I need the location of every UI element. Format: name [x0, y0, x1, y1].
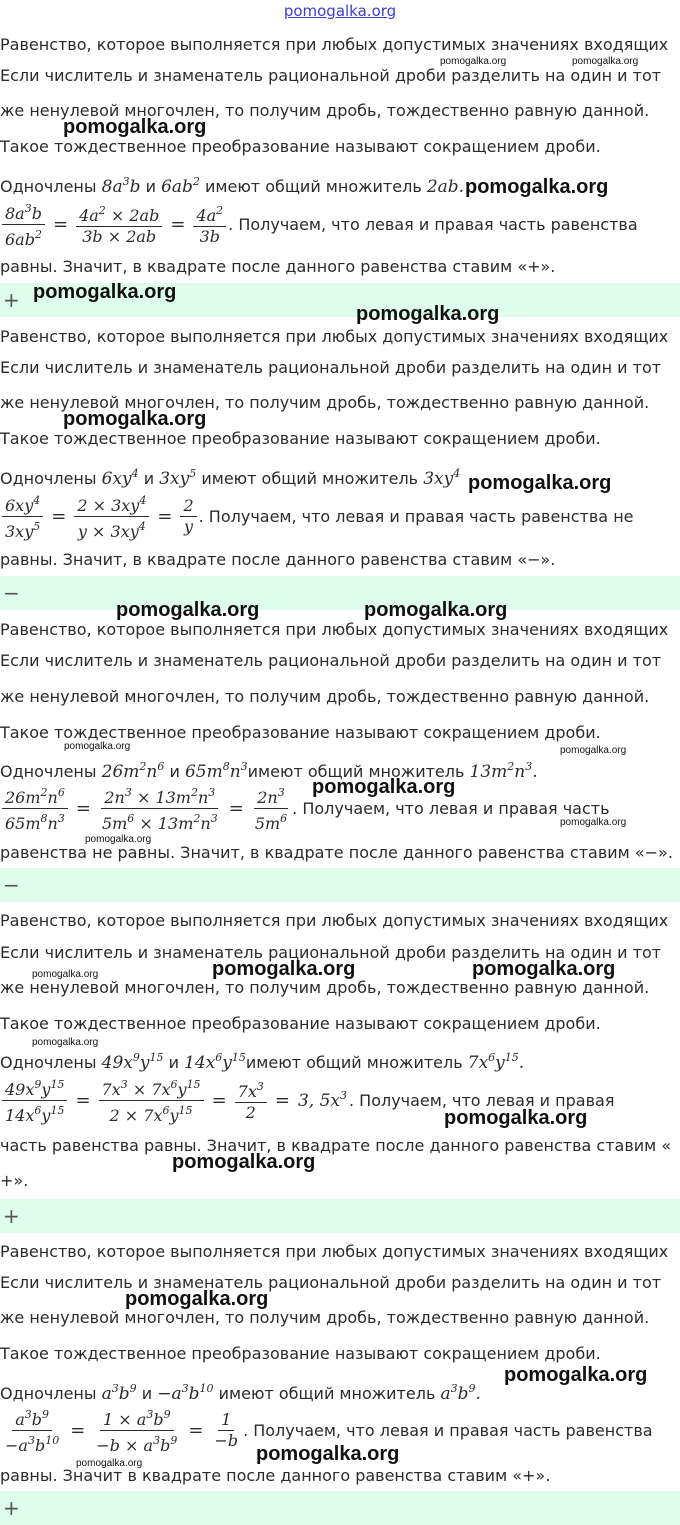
- definition-line-2: Если числитель и знаменатель рациональной дроби разделить на один и тот: [0, 651, 662, 670]
- equation-line: $\frac{49x^9y^{15}}{14x^6y^{15}}$ = $\frac{7x^3 \times 7x^6y^{15}}{2 \times 7x^6y^{15}}$ = $\frac{7x^3}{2}$ = 3, $5x^3$ . Получаем, что левая и правая: [2, 1076, 614, 1124]
- answer-box: +: [0, 1199, 680, 1233]
- monomials-line: Одночлены $8a^3b$ и $6ab^2$ имеют общий множитель 2ab.: [0, 175, 465, 197]
- watermark: pomogalka.org: [504, 1364, 648, 1386]
- fraction: $\frac{2 \times 3xy^4}{y \times 3xy^4}$: [74, 491, 149, 542]
- conclusion-line: равны. Значит в квадрате после данного равенства ставим «+».: [0, 1466, 551, 1485]
- definition-line-3: же ненулевой многочлен, то получим дробь, тождественно равную данной.: [0, 687, 650, 706]
- watermark: pomogalka.org: [32, 969, 99, 980]
- conclusion-line: часть равенства равны. Значит, в квадрате после данного равенства ставим «: [0, 1136, 672, 1155]
- watermark: pomogalka.org: [85, 834, 152, 845]
- watermark: pomogalka.org: [64, 741, 131, 752]
- conclusion-line: равенства не равны. Значит, в квадрате после данного равенства ставим «−».: [0, 843, 673, 862]
- monomials-line: Одночлены $26m^2n^6$ и $65m^8n^3имеют$ общий множитель $13m^2n^3$.: [0, 760, 538, 782]
- answer-box: −: [0, 576, 680, 610]
- watermark: pomogalka.org: [63, 116, 207, 138]
- definition-line-1: Равенство, которое выполняется при любых допустимых значениях входящих: [0, 35, 669, 54]
- definition-line-1: Равенство, которое выполняется при любых допустимых значениях входящих: [0, 327, 669, 346]
- fraction: $\frac{4a^2 \times 2ab}{3b \times 2ab}$: [76, 201, 162, 247]
- answer-box: −: [0, 868, 680, 902]
- site-header-link[interactable]: pomogalka.org: [283, 2, 397, 20]
- watermark: pomogalka.org: [76, 1458, 143, 1469]
- fraction: $\frac{4a^2}{3b}$: [193, 201, 226, 247]
- watermark: pomogalka.org: [63, 408, 207, 430]
- definition-line-4: Такое тождественное преобразование называют сокращением дроби.: [0, 429, 601, 448]
- equation-line: $\frac{8a^3b}{6ab^2}$ = $\frac{4a^2 \times 2ab}{3b \times 2ab}$ = $\frac{4a^2}{3b}$ . Получаем, что левая и правая часть равенства: [2, 200, 638, 248]
- definition-line-1: Равенство, которое выполняется при любых допустимых значениях входящих: [0, 1242, 669, 1261]
- fraction: $\frac{a^3b^9}{-a^3b^{10}}$: [2, 1405, 62, 1456]
- fraction: $\frac{49x^9y^{15}}{14x^6y^{15}}$: [2, 1075, 67, 1126]
- fraction: $\frac{2n^3 \times 13m^2n^3}{5m^6 \times 13m^2n^3}$: [99, 783, 221, 834]
- watermark: pomogalka.org: [468, 472, 612, 494]
- fraction: $\frac{2}{y}$: [180, 496, 196, 537]
- definition-line-2: Если числитель и знаменатель рациональной дроби разделить на один и тот: [0, 1273, 662, 1292]
- definition-line-3: же ненулевой многочлен, то получим дробь, тождественно равную данной.: [0, 101, 650, 120]
- definition-line-3: же ненулевой многочлен, то получим дробь, тождественно равную данной.: [0, 1308, 650, 1327]
- definition-line-3: же ненулевой многочлен, то получим дробь, тождественно равную данной.: [0, 978, 650, 997]
- conclusion-line: равны. Значит, в квадрате после данного равенства ставим «+».: [0, 257, 556, 276]
- watermark: pomogalka.org: [364, 599, 508, 621]
- conclusion-line: равны. Значит, в квадрате после данного равенства ставим «−».: [0, 550, 556, 569]
- equation-line: $\frac{26m^2n^6}{65m^8n^3}$ = $\frac{2n^3 \times 13m^2n^3}{5m^6 \times 13m^2n^3}$ = $\frac{2n^3}{5m^6}$ . Получаем, что левая и правая часть: [2, 784, 610, 832]
- watermark: pomogalka.org: [256, 1443, 400, 1465]
- definition-line-4: Такое тождественное преобразование называют сокращением дроби.: [0, 137, 601, 156]
- definition-line-1: Равенство, которое выполняется при любых допустимых значениях входящих: [0, 911, 669, 930]
- watermark: pomogalka.org: [125, 1288, 269, 1310]
- watermark: pomogalka.org: [465, 176, 609, 198]
- definition-line-4: Такое тождественное преобразование называют сокращением дроби.: [0, 1014, 601, 1033]
- fraction: $\frac{7x^3}{2}$: [235, 1077, 267, 1123]
- watermark: pomogalka.org: [472, 958, 616, 980]
- watermark: pomogalka.org: [212, 958, 356, 980]
- watermark: pomogalka.org: [560, 817, 627, 828]
- definition-line-3: же ненулевой многочлен, то получим дробь, тождественно равную данной.: [0, 393, 650, 412]
- fraction: $\frac{1 \times a^3b^9}{-b \times a^3b^9}$: [93, 1405, 180, 1456]
- fraction: $\frac{7x^3 \times 7x^6y^{15}}{2 \times 7x^6y^{15}}$: [99, 1075, 204, 1126]
- definition-line-4: Такое тождественное преобразование называют сокращением дроби.: [0, 723, 601, 742]
- watermark: pomogalka.org: [33, 281, 177, 303]
- watermark: pomogalka.org: [172, 1151, 316, 1173]
- monomials-line: Одночлены $6xy^4$ и $3xy^5$ имеют общий множитель $3xy^4$: [0, 467, 461, 489]
- fraction: $\frac{2n^3}{5m^6}$: [252, 783, 290, 834]
- definition-line-4: Такое тождественное преобразование называют сокращением дроби.: [0, 1344, 601, 1363]
- fraction: $\frac{1}{-b}$: [214, 1409, 239, 1450]
- watermark: pomogalka.org: [440, 56, 507, 67]
- definition-line-2: Если числитель и знаменатель рациональной дроби разделить на один и тот: [0, 66, 662, 85]
- watermark: pomogalka.org: [356, 303, 500, 325]
- answer-box: +: [0, 283, 680, 317]
- answer-box: +: [0, 1491, 680, 1525]
- definition-line-2: Если числитель и знаменатель рациональной дроби разделить на один и тот: [0, 943, 662, 962]
- monomials-line: Одночлены $a^3b^9$ $и -a^3b^{10}$ имеют общий множитель $a^3b^9$.: [0, 1382, 481, 1404]
- equation-line: $\frac{6xy^4}{3xy^5}$ = $\frac{2 \times 3xy^4}{y \times 3xy^4}$ = $\frac{2}{y}$ . Получаем, что левая и правая часть равенства не: [2, 492, 634, 540]
- monomials-line: Одночлены $49x^9y^{15}$ и $14x^6y^{15}имеют$ общий множитель $7x^6y^{15}$.: [0, 1051, 525, 1073]
- fraction: $\frac{6xy^4}{3xy^5}$: [2, 491, 43, 542]
- equation-line: $\frac{a^3b^9}{-a^3b^{10}}$ = $\frac{1 \times a^3b^9}{-b \times a^3b^9}$ = $\frac{1}{-b}$ . Получаем, что левая и правая часть равенства: [2, 1406, 653, 1454]
- watermark: pomogalka.org: [116, 599, 260, 621]
- watermark: pomogalka.org: [572, 56, 639, 67]
- fraction: $\frac{8a^3b}{6ab^2}$: [2, 199, 45, 250]
- definition-line-2: Если числитель и знаменатель рациональной дроби разделить на один и тот: [0, 358, 662, 377]
- watermark: pomogalka.org: [32, 1037, 99, 1048]
- fraction: $\frac{26m^2n^6}{65m^8n^3}$: [2, 783, 68, 834]
- watermark: pomogalka.org: [444, 1107, 588, 1129]
- watermark: pomogalka.org: [312, 776, 456, 798]
- conclusion-line-2: +».: [0, 1171, 29, 1190]
- watermark: pomogalka.org: [560, 745, 627, 756]
- definition-line-1: Равенство, которое выполняется при любых допустимых значениях входящих: [0, 620, 669, 639]
